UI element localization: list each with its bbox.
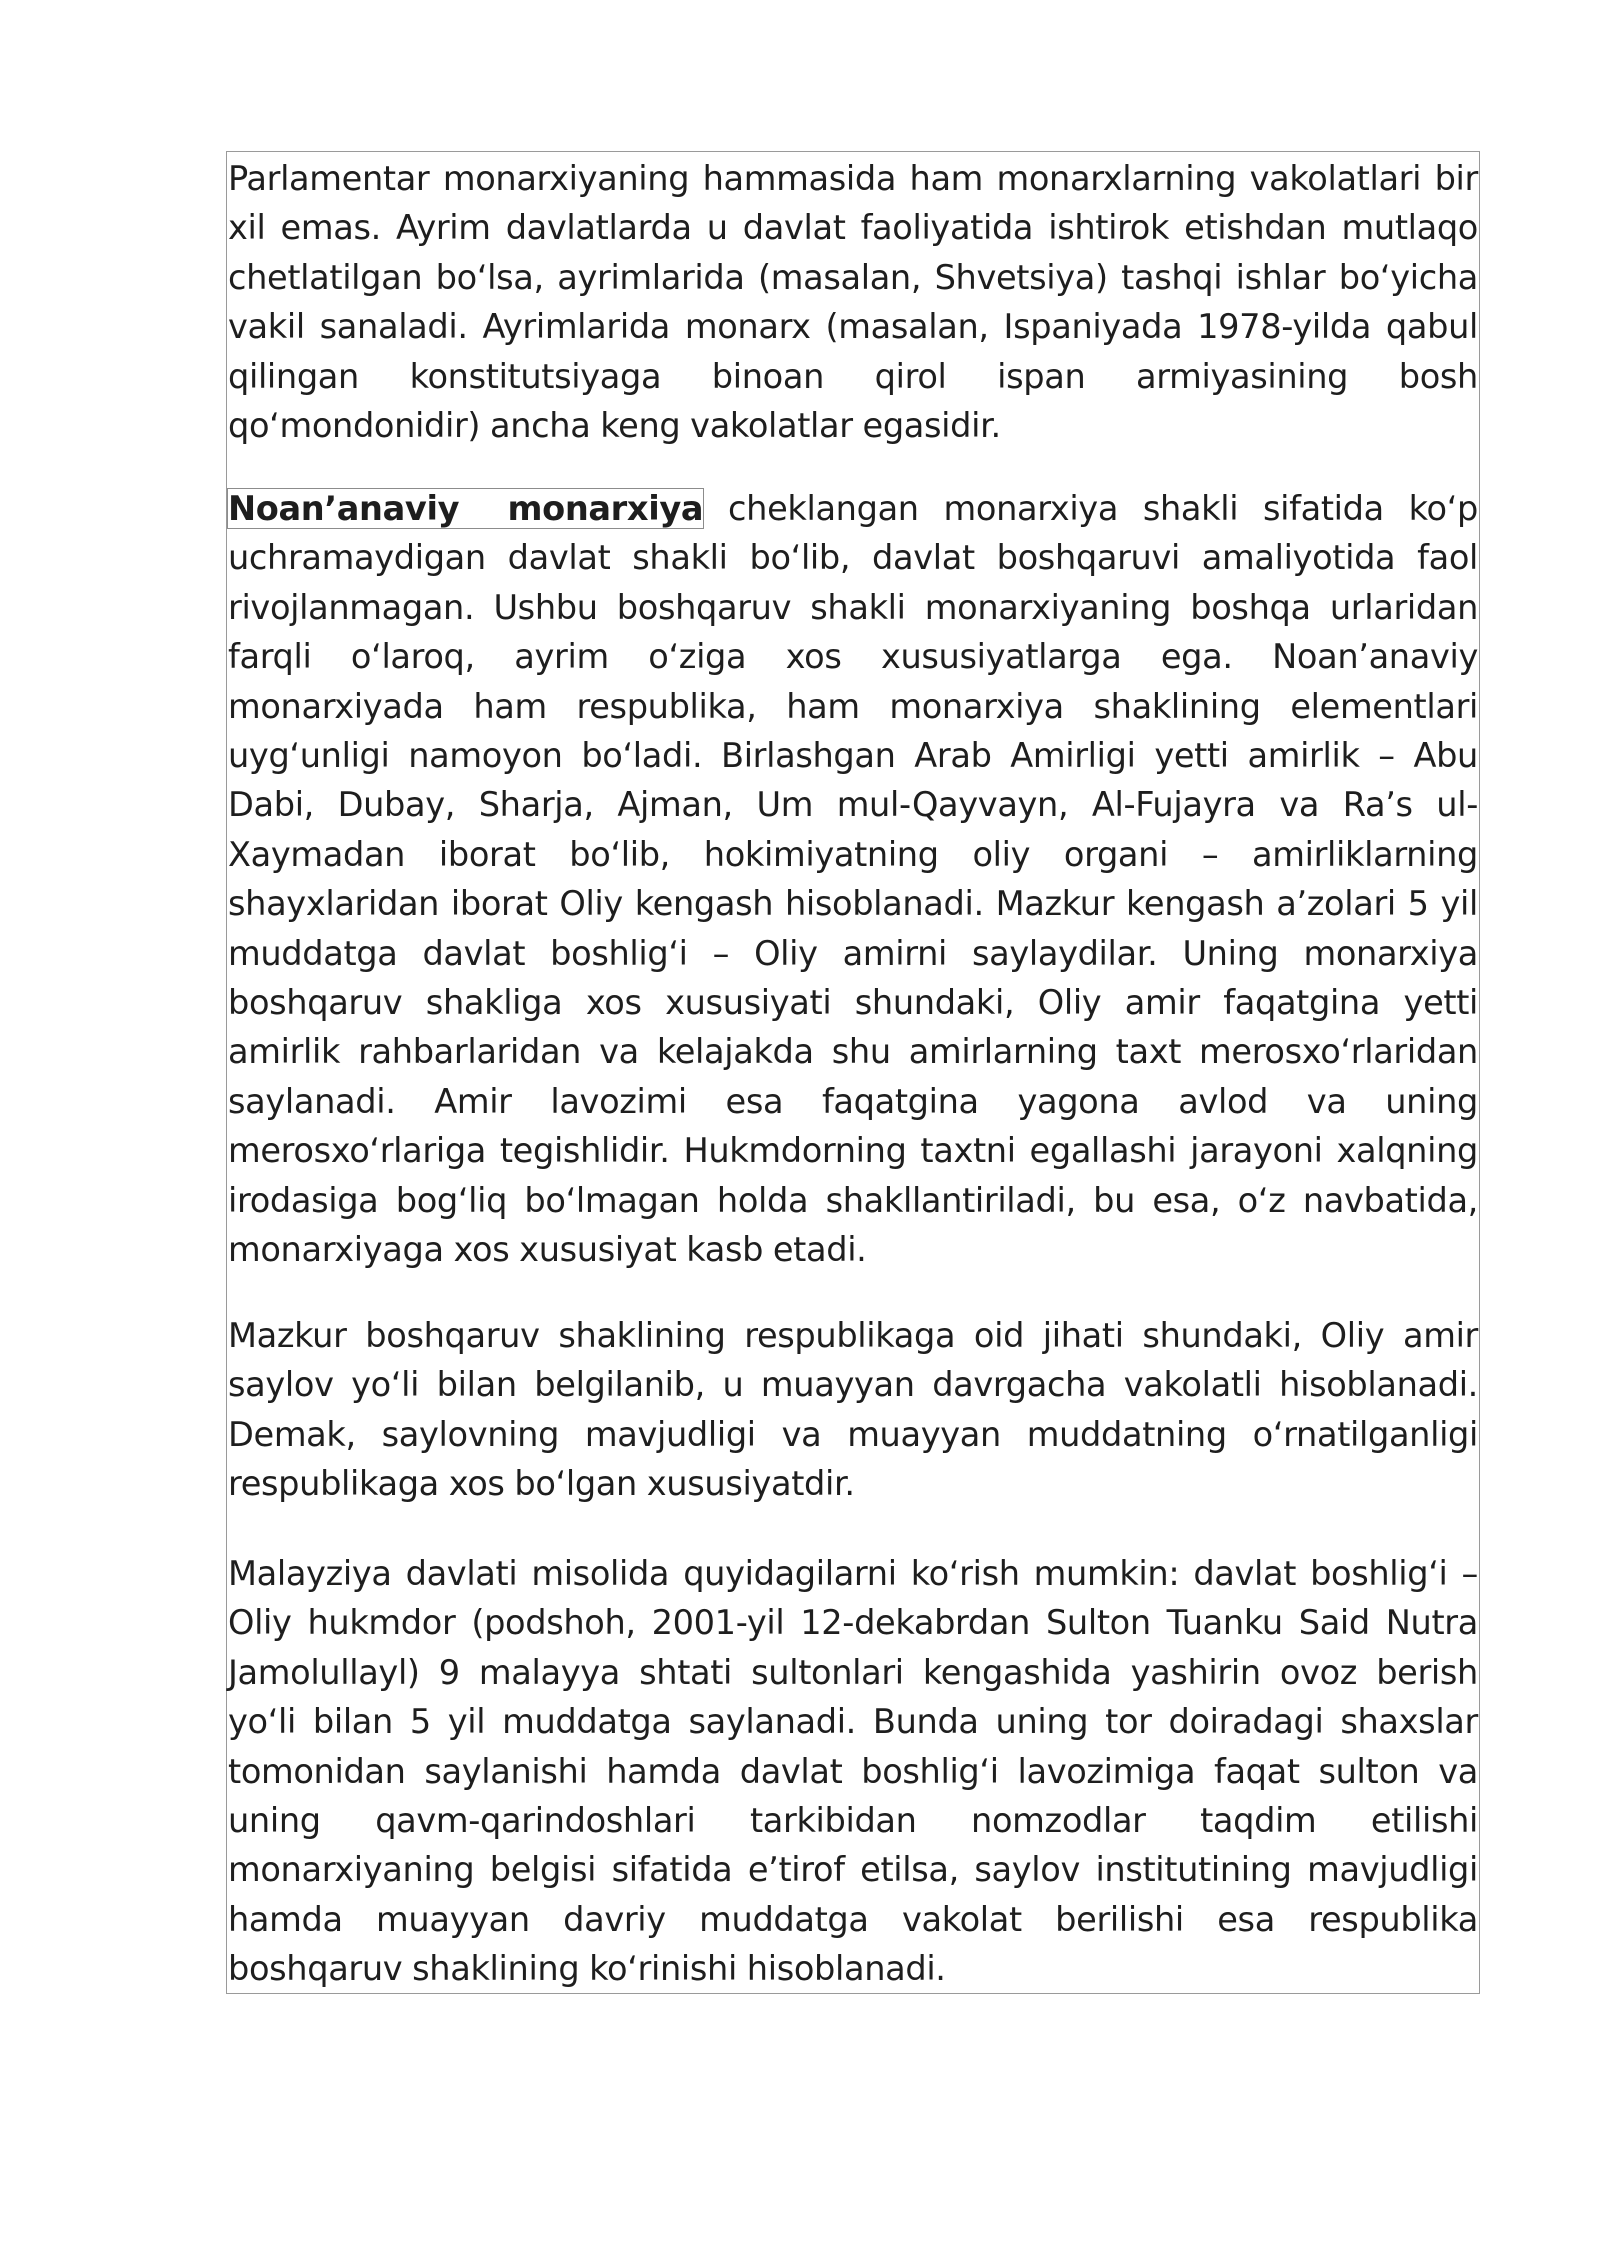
paragraph-malaysia-example bbox=[228, 1549, 1478, 1994]
paragraph-republican-aspect bbox=[228, 1311, 1478, 1509]
paragraph-parliamentary-monarchy bbox=[228, 154, 1478, 450]
paragraph-text: cheklangan monarxiya shakli sifatida ko‘p uchramaydigan davlat shakli bo‘lib, davlat boshqaruvi amaliyotida faol rivojlanmagan. Ushbu boshqaruv shakli monarxiyaning boshqa urlaridan farqli o‘laroq, ayrim o‘ziga xos xususiyatlarga ega. Noan’anaviy monarxiyada ham respublika, ham monarxiya shaklining elementlari uyg‘unligi namoyon bo‘ladi. Birlashgan Arab Amirligi yetti amirlik – Abu Dabi, Dubay, Sharja, Ajman, Um mul-Qayvayn, Al-Fujayra va Ra’s ul-Xaymadan iborat bo‘lib, hokimiyatning oliy organi – amirliklarning shayxlaridan iborat Oliy kengash hisoblanadi. Mazkur kengash a’zolari 5 yil muddatga davlat boshlig‘i – Oliy amirni saylaydilar. Uning monarxiya boshqaruv shakliga xos xususiyati shundaki, Oliy amir faqatgina yetti amirlik rahbarlaridan va kelajakda shu amirlarning taxt merosxo‘rlaridan saylanadi. Amir lavozimi esa faqatgina yagona avlod va uning merosxo‘rlariga tegishlidir. Hukmdorning taxtni egallashi jarayoni xalqning irodasiga bog‘liq bo‘lmagan holda shakllantiriladi, bu esa, o‘z navbatida, monarxiyaga xos xususiyat kasb etadi. bbox=[228, 489, 1478, 1270]
paragraph-text: Mazkur boshqaruv shaklining respublikaga oid jihati shundaki, Oliy amir saylov yo‘li bilan belgilanib, u muayyan davrgacha vakolatli hisoblanadi. Demak, saylovning mavjudligi va muayyan muddatning o‘rnatilganligi respublikaga xos bo‘lgan xususiyatdir. bbox=[228, 1316, 1478, 1504]
paragraph-text: Parlamentar monarxiyaning hammasida ham monarxlarning vakolatlari bir xil emas. Ayrim davlatlarda u davlat faoliyatida ishtirok etishdan mutlaqo chetlatilgan bo‘lsa, ayrimlarida (masalan, Shvetsiya) tashqi ishlar bo‘yicha vakil sanaladi. Ayrimlarida monarx (masalan, Ispaniyada 1978-yilda qabul qilingan konstitutsiyaga binoan qirol ispan armiyasining bosh qo‘mondonidir) ancha keng vakolatlar egasidir. bbox=[228, 159, 1478, 446]
paragraph-non-traditional-monarchy bbox=[228, 484, 1478, 1275]
bold-term: Noan’anaviy monarxiya bbox=[228, 489, 704, 528]
paragraph-text: Malayziya davlati misolida quyidagilarni ko‘rish mumkin: davlat boshlig‘i – Oliy hukmdor (podshoh, 2001-yil 12-dekabrdan Sulton Tuanku Said Nutra Jamolullayl) 9 malayya shtati sultonlari kengashida yashirin ovoz berish yo‘li bilan 5 yil muddatga saylanadi. Bunda uning tor doiradagi shaxslar tomonidan saylanishi hamda davlat boshlig‘i lavozimiga faqat sulton va uning qavm-qarindoshlari tarkibidan nomzodlar taqdim etilishi monarxiyaning belgisi sifatida e’tirof etilsa, saylov institutining mavjudligi hamda muayyan davriy muddatga vakolat berilishi esa respublika boshqaruv shaklining ko‘rinishi hisoblanadi. bbox=[228, 1554, 1478, 1989]
